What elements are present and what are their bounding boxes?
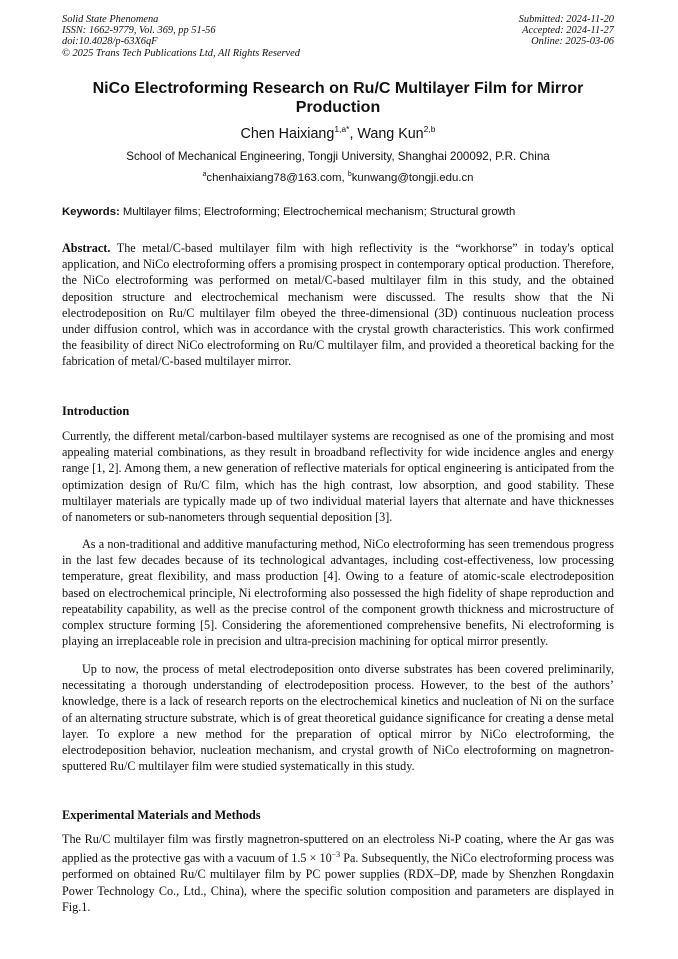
keywords-label: Keywords: [62,206,120,218]
author-affiliation-mark: 1,a* [334,124,350,134]
abstract-paragraph [62,240,614,370]
email-link[interactable]: chenhaixiang78@163.com [206,171,342,184]
paper-title: NiCo Electroforming Research on Ru/C Multilayer Film for Mirror Production [92,80,584,116]
author-name: Chen Haixiang [240,125,335,142]
issn-line: ISSN: 1662-9779, Vol. 369, pp 51-56 [62,25,216,37]
submitted-date: Submitted: 2024-11-20 [518,14,614,25]
journal-header-right [519,14,614,48]
keywords-line [62,206,622,218]
introduction-heading: Introduction [62,404,130,418]
exponent: −3 [331,850,341,860]
email-mark: b [347,171,352,178]
author-line [62,124,614,142]
author-affiliation-mark: 2,b [423,124,436,134]
methods-text: The Ru/C multilayer film was firstly magnetron-sputtered on an electroless Ni-P coating, where the Ar gas was applied as the protective gas with a vacuum of 1.5 × 10 [62,832,614,866]
abstract-text: The metal/C-based multilayer film with high reflectivity is the “workhorse” in today's optical application, and NiCo electroforming offers a promising prospect in contemporary optical production. Therefore, the NiCo electroforming was performed on metal/C-based multilayer film in this study, and the obtained deposition structure and electrochemical mechanism were discussed. The results show that the Ni electrodeposition on Ru/C multilayer film obeyed the three-dimensional (3D) continuous nucleation process under diffusion control, which was in accordance with the crystal growth characteristics. This work confirmed the feasibility of direct NiCo electroforming on Ru/C multilayer film, and provided a theoretical backing for the fabrication of metal/C-based multilayer mirror. [62,241,614,369]
keywords-text: Multilayer films; Electroforming; Electrochemical mechanism; Structural growth [119,206,516,218]
email-link[interactable]: kunwang@tongji.edu.cn [351,171,474,184]
journal-header-left [62,14,300,59]
author-name: Wang Kun [357,125,424,142]
copyright-line: © 2025 Trans Tech Publications Ltd, All Rights Reserved [62,47,300,59]
journal-name: Solid State Phenomena [62,14,159,25]
email-line [62,171,614,184]
introduction-paragraph: As a non-traditional and additive manufacturing method, NiCo electroforming has seen tremendous progress in the last few decades because of its technological advantages, including cost-effectiveness, low processing temperature, great flexibility, and mass production [4]. Owing to a feature of atomic-scale electrodeposition based on electrochemical principle, Ni electroforming also possessed the high fidelity of shape reproduction and repeatability capability, as well as the precise control of the component growth thickness and microstructure of complex structure forming [5]. Considering the aforementioned comprehensive benefits, Ni electroforming is playing an irreplaceable role in precision and ultra-precision machining for optical mirror presently. [62,537,614,649]
email-separator: , [341,171,348,184]
introduction-paragraph: Currently, the different metal/carbon-based multilayer systems are recognised as one of the promising and most appealing material combinations, as they result in broadband reflectivity for wide incidence angles and energy range [1, 2]. Among them, a new generation of reflective materials for optical engineering is anticipated from the optimization design of Ru/C film, which has the high contrast, low absorption, and good stability. These multilayer materials are typically made up of two individual material layers that alternate and have thicknesses of nanometers or sub-nanometers through sequential deposition [3]. [62,429,614,525]
affiliation: School of Mechanical Engineering, Tongji University, Shanghai 200092, P.R. China [126,150,550,163]
methods-text: Pa. Subsequently, the NiCo electroforming process was performed on obtained Ru/C multilayer film by PC power supplies (RDX–DP, made by Shenzhen Rongdaxin Power Technology Co., Ltd., China), where the specific solution composition and parameters are displayed in Fig.1. [62,851,614,914]
accepted-date: Accepted: 2024-11-27 [522,25,614,37]
methods-heading: Experimental Materials and Methods [62,808,261,822]
author-separator: , [349,125,358,142]
methods-paragraph [62,831,614,915]
abstract-label: Abstract. [62,241,111,255]
online-date: Online: 2025-03-06 [531,36,614,48]
introduction-paragraph: Up to now, the process of metal electrodeposition onto diverse substrates has been covered preliminarily, necessitating a thorough understanding of electrodeposition process. However, to the best of the authors’ knowledge, there is a lack of research reports on the electrochemical kinetics and nucleation of Ni on the surface of an alternating structure substrate, which is of great theoretical guidance significance for creating a dense metal layer. To explore a new method for the preparation of optical mirror by NiCo electroforming, the electrodeposition behavior, nucleation mechanism, and crystal growth of NiCo electroforming on magnetron-sputtered Ru/C multilayer film were studied systematically in this study. [62,662,614,774]
doi-line: doi:10.4028/p-63X6qF [62,36,158,48]
email-mark: a [202,171,207,178]
